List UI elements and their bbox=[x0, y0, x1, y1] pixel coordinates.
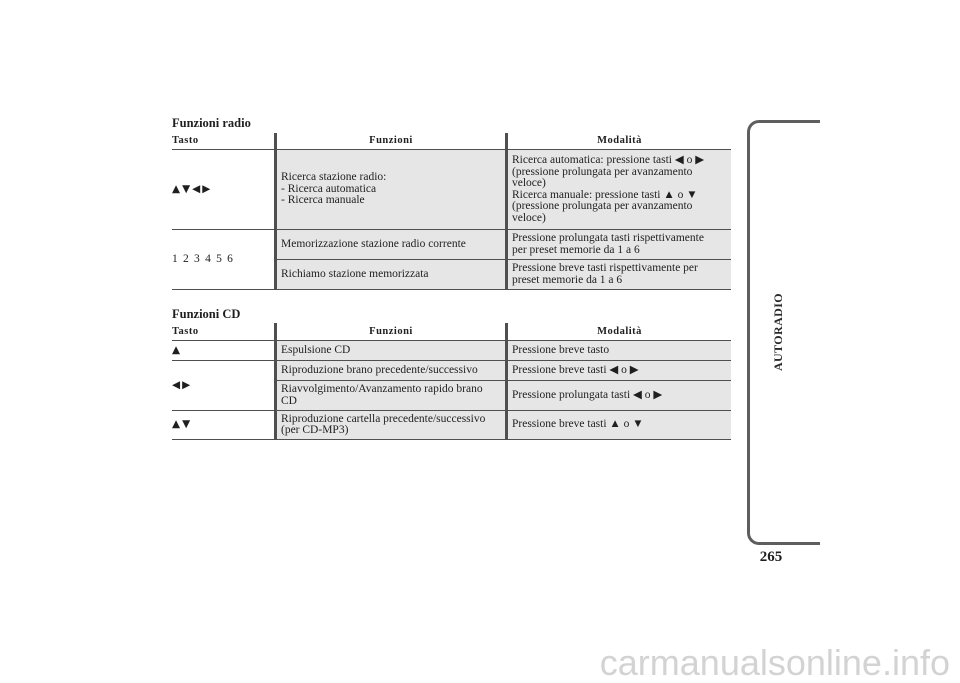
key-cell bbox=[172, 230, 274, 290]
mode-cell bbox=[505, 381, 731, 411]
mode-text: veloce) bbox=[512, 211, 546, 224]
header-modalita-label: Modalità bbox=[597, 135, 642, 146]
header-funzioni bbox=[274, 133, 505, 150]
cd-functions-table bbox=[172, 323, 731, 440]
radio-functions-table bbox=[172, 133, 731, 290]
function-text: - Ricerca manuale bbox=[281, 194, 365, 207]
preset-keys-label: 1 2 3 4 5 6 bbox=[172, 252, 235, 265]
key-cell bbox=[172, 150, 274, 230]
mode-cell bbox=[505, 341, 731, 361]
arrow-keys-icon: ▲▼◀▶ bbox=[172, 182, 213, 195]
up-arrow-icon: ▲ bbox=[172, 343, 183, 356]
mode-text: per preset memorie da 1 a 6 bbox=[512, 243, 640, 256]
up-down-arrows-icon: ▲▼ bbox=[172, 418, 193, 431]
header-funzioni bbox=[274, 323, 505, 341]
mode-text: (pressione prolungata per avanzamento bbox=[512, 165, 693, 178]
page-number: 265 bbox=[759, 549, 783, 565]
function-cell bbox=[274, 230, 505, 260]
key-cell bbox=[172, 341, 274, 361]
function-cell bbox=[274, 381, 505, 411]
function-text: Ricerca stazione radio: bbox=[281, 171, 387, 184]
function-cell bbox=[274, 341, 505, 361]
function-cell bbox=[274, 411, 505, 440]
header-modalita bbox=[505, 323, 731, 341]
function-text: Riproduzione cartella precedente/successivo bbox=[281, 412, 486, 425]
header-tasto-label: Tasto bbox=[172, 135, 199, 146]
mode-text: Pressione prolungata tasti rispettivamente bbox=[512, 232, 704, 244]
mode-cell bbox=[505, 361, 731, 381]
radio-section-title: Funzioni radio bbox=[172, 116, 251, 130]
mode-text: veloce) bbox=[512, 177, 546, 189]
mode-text: Ricerca manuale: pressione tasti ▲ o ▼ bbox=[512, 188, 698, 201]
function-text: Riavvolgimento/Avanzamento rapido brano bbox=[281, 383, 483, 395]
function-cell bbox=[274, 361, 505, 381]
header-tasto bbox=[172, 323, 274, 341]
mode-text: (pressione prolungata per avanzamento bbox=[512, 200, 693, 212]
header-funzioni-label: Funzioni bbox=[369, 135, 413, 146]
mode-text: Pressione breve tasto bbox=[512, 343, 610, 356]
header-tasto bbox=[172, 133, 274, 150]
function-text: Riproduzione brano precedente/successivo bbox=[281, 363, 478, 376]
function-text: - Ricerca automatica bbox=[281, 182, 377, 195]
left-right-arrows-icon: ◀▶ bbox=[172, 378, 193, 391]
function-cell bbox=[274, 260, 505, 290]
key-cell bbox=[172, 411, 274, 440]
function-text: Espulsione CD bbox=[281, 343, 351, 356]
key-cell bbox=[172, 361, 274, 411]
header-modalita-label: Modalità bbox=[597, 325, 642, 337]
mode-cell bbox=[505, 230, 731, 260]
mode-text: preset memorie da 1 a 6 bbox=[512, 273, 623, 286]
header-funzioni-label: Funzioni bbox=[369, 325, 413, 337]
mode-text: Pressione breve tasti rispettivamente per bbox=[512, 262, 698, 274]
mode-text: Pressione prolungata tasti ◀ o ▶ bbox=[512, 388, 663, 401]
mode-text: Pressione breve tasti ▲ o ▼ bbox=[512, 418, 644, 431]
watermark-text: carmanualsonline.info bbox=[599, 642, 950, 683]
header-modalita bbox=[505, 133, 731, 150]
header-tasto-label: Tasto bbox=[172, 325, 199, 337]
function-text: CD bbox=[281, 394, 297, 407]
mode-cell bbox=[505, 411, 731, 440]
mode-text: Pressione breve tasti ◀ o ▶ bbox=[512, 363, 639, 376]
function-text: (per CD-MP3) bbox=[281, 424, 349, 436]
chapter-tab-label: AUTORADIO bbox=[771, 292, 785, 372]
cd-section-title: Funzioni CD bbox=[172, 307, 241, 321]
mode-text: Ricerca automatica: pressione tasti ◀ o ▶ bbox=[512, 154, 705, 166]
function-text: Richiamo stazione memorizzata bbox=[281, 267, 429, 280]
mode-cell bbox=[505, 260, 731, 290]
mode-cell bbox=[505, 150, 731, 230]
function-text: Memorizzazione stazione radio corrente bbox=[281, 237, 466, 250]
function-cell bbox=[274, 150, 505, 230]
